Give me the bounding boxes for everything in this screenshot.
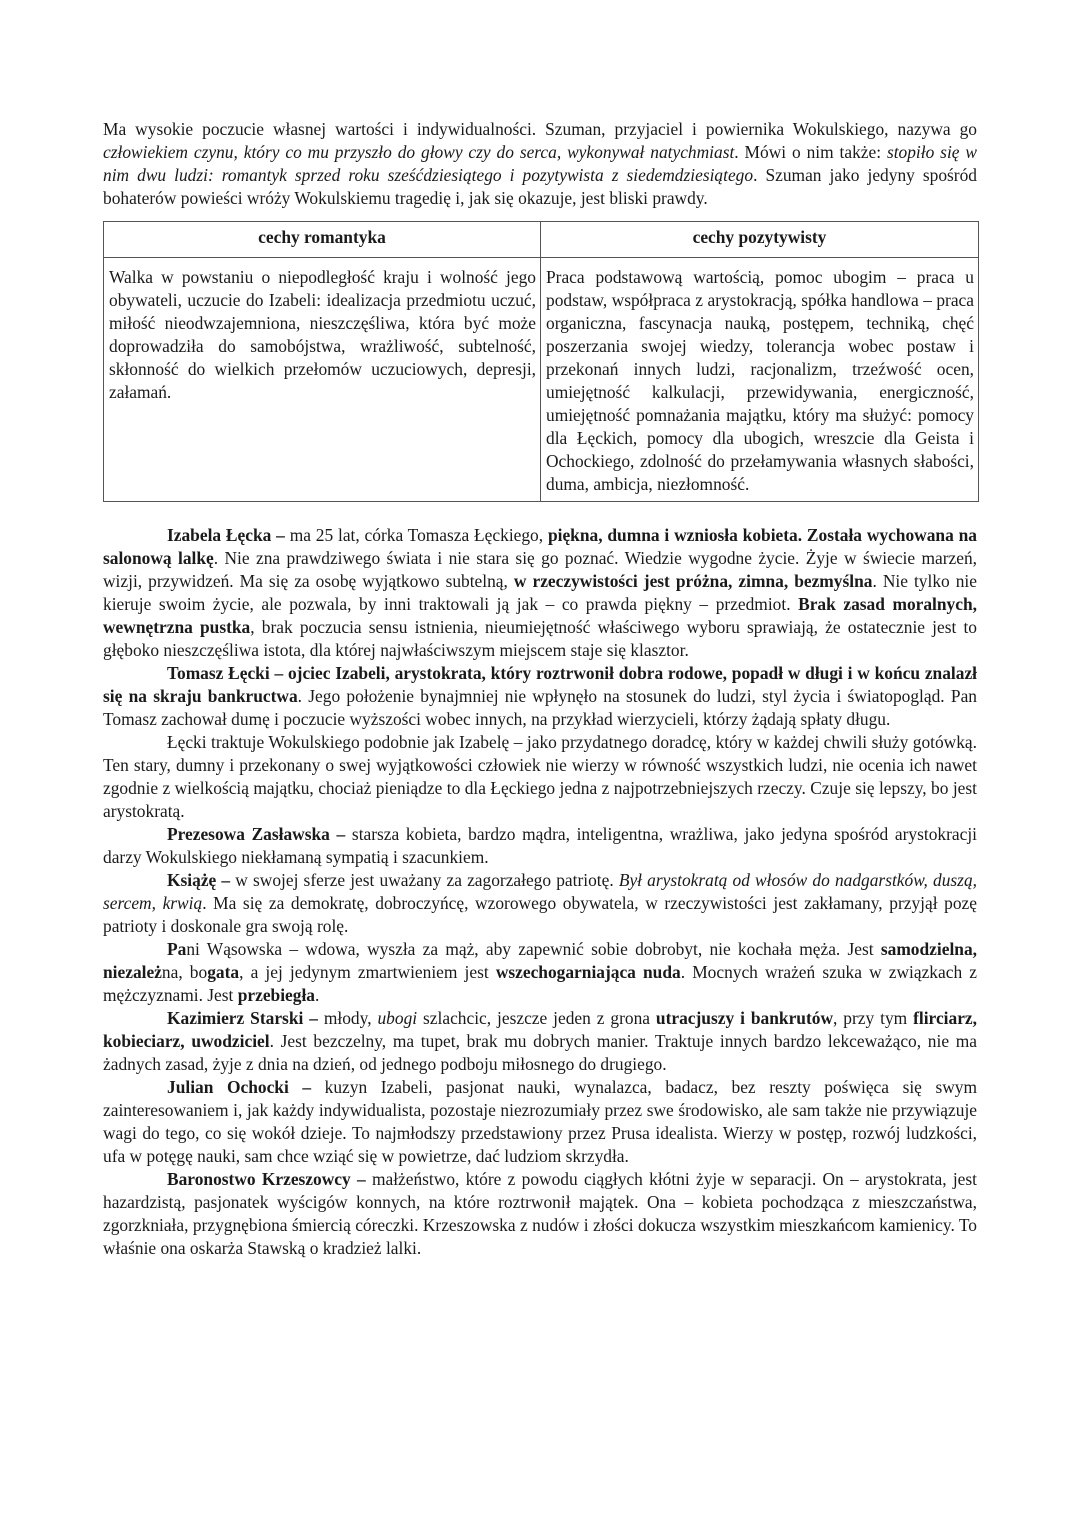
- szuman-quote-1: człowiekiem czynu, który co mu przyszło do głowy czy do serca, wykonywał natychmiast: [103, 142, 735, 162]
- cell-romantic-traits: Walka w powstaniu o niepodległość kraju i wolność jego obywateli, uczucie do Izabeli: idealizacja przedmiotu uczuć, miłość nieodwzajemniona, nieszczęśliwa, która być może doprowadziła do samobójstwa, wrażliwość, subtelność, skłonność do wielkich przełomów uczuciowych, depresji, załamań.: [104, 258, 541, 502]
- header-positivist-traits: cechy pozytywisty: [541, 222, 979, 258]
- character-name: Izabela Łęcka –: [167, 525, 285, 545]
- paragraph-wasowska: Pani Wąsowska – wdowa, wyszła za mąż, aby zapewnić sobie dobrobyt, nie kochała męża. Jest samodzielna, niezależna, bogata, a jej jedynym zmartwieniem jest wszechogarniająca nuda. Mocnych wrażeń szuka w związkach z mężczyznami. Jest przebiegła.: [103, 939, 977, 1005]
- character-name: Julian Ochocki –: [167, 1077, 312, 1097]
- traits-table: [103, 221, 979, 502]
- intro-paragraph: Ma wysokie poczucie własnej wartości i indywidualności. Szuman, przyjaciel i powiernika Wokulskiego, nazywa go człowiekiem czynu, który co mu przyszło do głowy czy do serca, wykonywał natychmiast. Mówi o nim także: stopiło się w nim dwu ludzi: romantyk sprzed roku sześćdziesiątego i pozytywista z siedemdziesiątego. Szuman jako jedyny spośród bohaterów powieści wróży Wokulskiemu tragedię i, jak się okazuje, jest bliski prawdy.: [103, 119, 977, 208]
- character-name: Baronostwo Krzeszowcy –: [167, 1169, 366, 1189]
- traits-table-header-row: [104, 222, 979, 258]
- ksiaze-quote: Był arystokratą od włosów do nadgarstków, duszą, sercem, krwią: [103, 870, 977, 913]
- paragraph-lecki: Łęcki traktuje Wokulskiego podobnie jak Izabelę – jako przydatnego doradcę, który w każdej chwili służy gotówką. Ten stary, dumny i przekonany o swej wyjątkowości człowiek nie wierzy w równość wszystkich ludzi, nie ocenia ich nawet zgodnie z wielkością majątku, chociaż pieniądze to dla Łęckiego jedna z najpotrzebniejszych rzeczy. Czuje się lepszy, bo jest arystokratą.: [103, 732, 977, 821]
- header-romantic-traits: cechy romantyka: [104, 222, 541, 258]
- document-page: [103, 118, 977, 1260]
- paragraph-tomasz: Tomasz Łęcki – ojciec Izabeli, arystokrata, który roztrwonił dobra rodowe, popadł w długi i w końcu znalazł się na skraju bankructwa. Jego położenie bynajmniej nie wpłynęło na stosunek do ludzi, styl życia i światopogląd. Pan Tomasz zachował dumę i poczucie wyższości wobec innych, na przykład wierzycieli, którzy żądają spłaty długu.: [103, 663, 977, 729]
- paragraph-izabela: Izabela Łęcka – ma 25 lat, córka Tomasza Łęckiego, piękna, dumna i wzniosła kobieta. Została wychowana na salonową lalkę. Nie zna prawdziwego świata i nie stara się go poznać. Wiedzie wygodne życie. Żyje w świecie marzeń, wizji, przywidzeń. Ma się za osobę wyjątkowo subtelną, w rzeczywistości jest próżna, zimna, bezmyślna. Nie tylko nie kieruje swoim życie, ale pozwala, by inni traktowali ją jak – co prawda piękny – przedmiot. Brak zasad moralnych, wewnętrzna pustka, brak poczucia sensu istnienia, nieumiejętność właściwego wyboru sprawiają, że ostatecznie jest to głęboko nieszczęśliwa istota, dla której najwłaściwszym miejscem staje się klasztor.: [103, 525, 977, 660]
- character-name: Tomasz Łęcki – ojciec Izabeli, arystokrata, który roztrwonił dobra rodowe, popadł w długi i w końcu znalazł się na skraju bankructwa: [103, 663, 977, 706]
- character-name: Książę –: [167, 870, 231, 890]
- szuman-quote-2: stopiło się w nim dwu ludzi: romantyk sprzed roku sześćdziesiątego i pozytywista z siedemdziesiątego: [103, 142, 977, 185]
- paragraph-starski: Kazimierz Starski – młody, ubogi szlachcic, jeszcze jeden z grona utracjuszy i bankrutów, przy tym flirciarz, kobieciarz, uwodziciel. Jest bezczelny, ma tupet, brak mu dobrych manier. Traktuje innych bardzo lekceważąco, nie ma żadnych zasad, żyje z dnia na dzień, od jednego podboju miłosnego do drugiego.: [103, 1008, 977, 1074]
- character-name: Prezesowa Zasławska –: [167, 824, 346, 844]
- paragraph-zaslawska: Prezesowa Zasławska – starsza kobieta, bardzo mądra, inteligentna, wrażliwa, jako jedyna spośród arystokracji darzy Wokulskiego niekłamaną sympatią i szacunkiem.: [103, 824, 978, 867]
- cell-positivist-traits: Praca podstawową wartością, pomoc ubogim – praca u podstaw, współpraca z arystokracją, spółka handlowa – praca organiczna, fascynacja nauką, postępem, techniką, chęć poszerzania swojej wiedzy, tolerancja wobec postaw i przekonań innych ludzi, racjonalizm, trzeźwość ocen, umiejętność kalkulacji, przewidywania, energiczność, umiejętność pomnażania majątku, który ma służyć: pomocy dla Łęckich, pomocy dla ubogich, wreszcie dla Geista i Ochockiego, zdolność do przełamywania własnych słabości, duma, ambicja, niezłomność.: [541, 258, 979, 502]
- paragraph-ksiaze: Książę – w swojej sferze jest uważany za zagorzałego patriotę. Był arystokratą od włosów do nadgarstków, duszą, sercem, krwią. Ma się za demokratę, dobroczyńcę, wzorowego obywatela, w rzeczywistości jest zakłamany, przyjął pozę patrioty i doskonale gra swoją rolę.: [103, 870, 977, 936]
- paragraph-krzeszowcy: Baronostwo Krzeszowcy – małżeństwo, które z powodu ciągłych kłótni żyje w separacji. On – arystokrata, jest hazardzistą, pasjonatek wyścigów konnych, na które roztrwonił majątek. Ona – kobieta pochodząca z mieszczaństwa, zgorzkniała, przygnębiona śmiercią córeczki. Krzeszowska z nudów i złości dokucza wszystkim mieszkańcom kamienicy. To właśnie ona oskarża Stawską o kradzież lalki.: [103, 1169, 977, 1258]
- character-name: Kazimierz Starski –: [167, 1008, 318, 1028]
- traits-table-row: [104, 258, 979, 502]
- paragraph-ochocki: Julian Ochocki – kuzyn Izabeli, pasjonat nauki, wynalazca, badacz, bez reszty poświęca się swym zainteresowaniem i, jak każdy indywidualista, pozostaje niezrozumiały przez swe środowisko, ale sam także nie przywiązuje wagi do tego, co się wokół dzieje. To najmłodszy przedstawiony przez Prusa idealista. Wierzy w postęp, rozwój ludzkości, ufa w potęgę nauki, sam chce wziąć się w powietrze, dać ludziom skrzydła.: [103, 1077, 978, 1166]
